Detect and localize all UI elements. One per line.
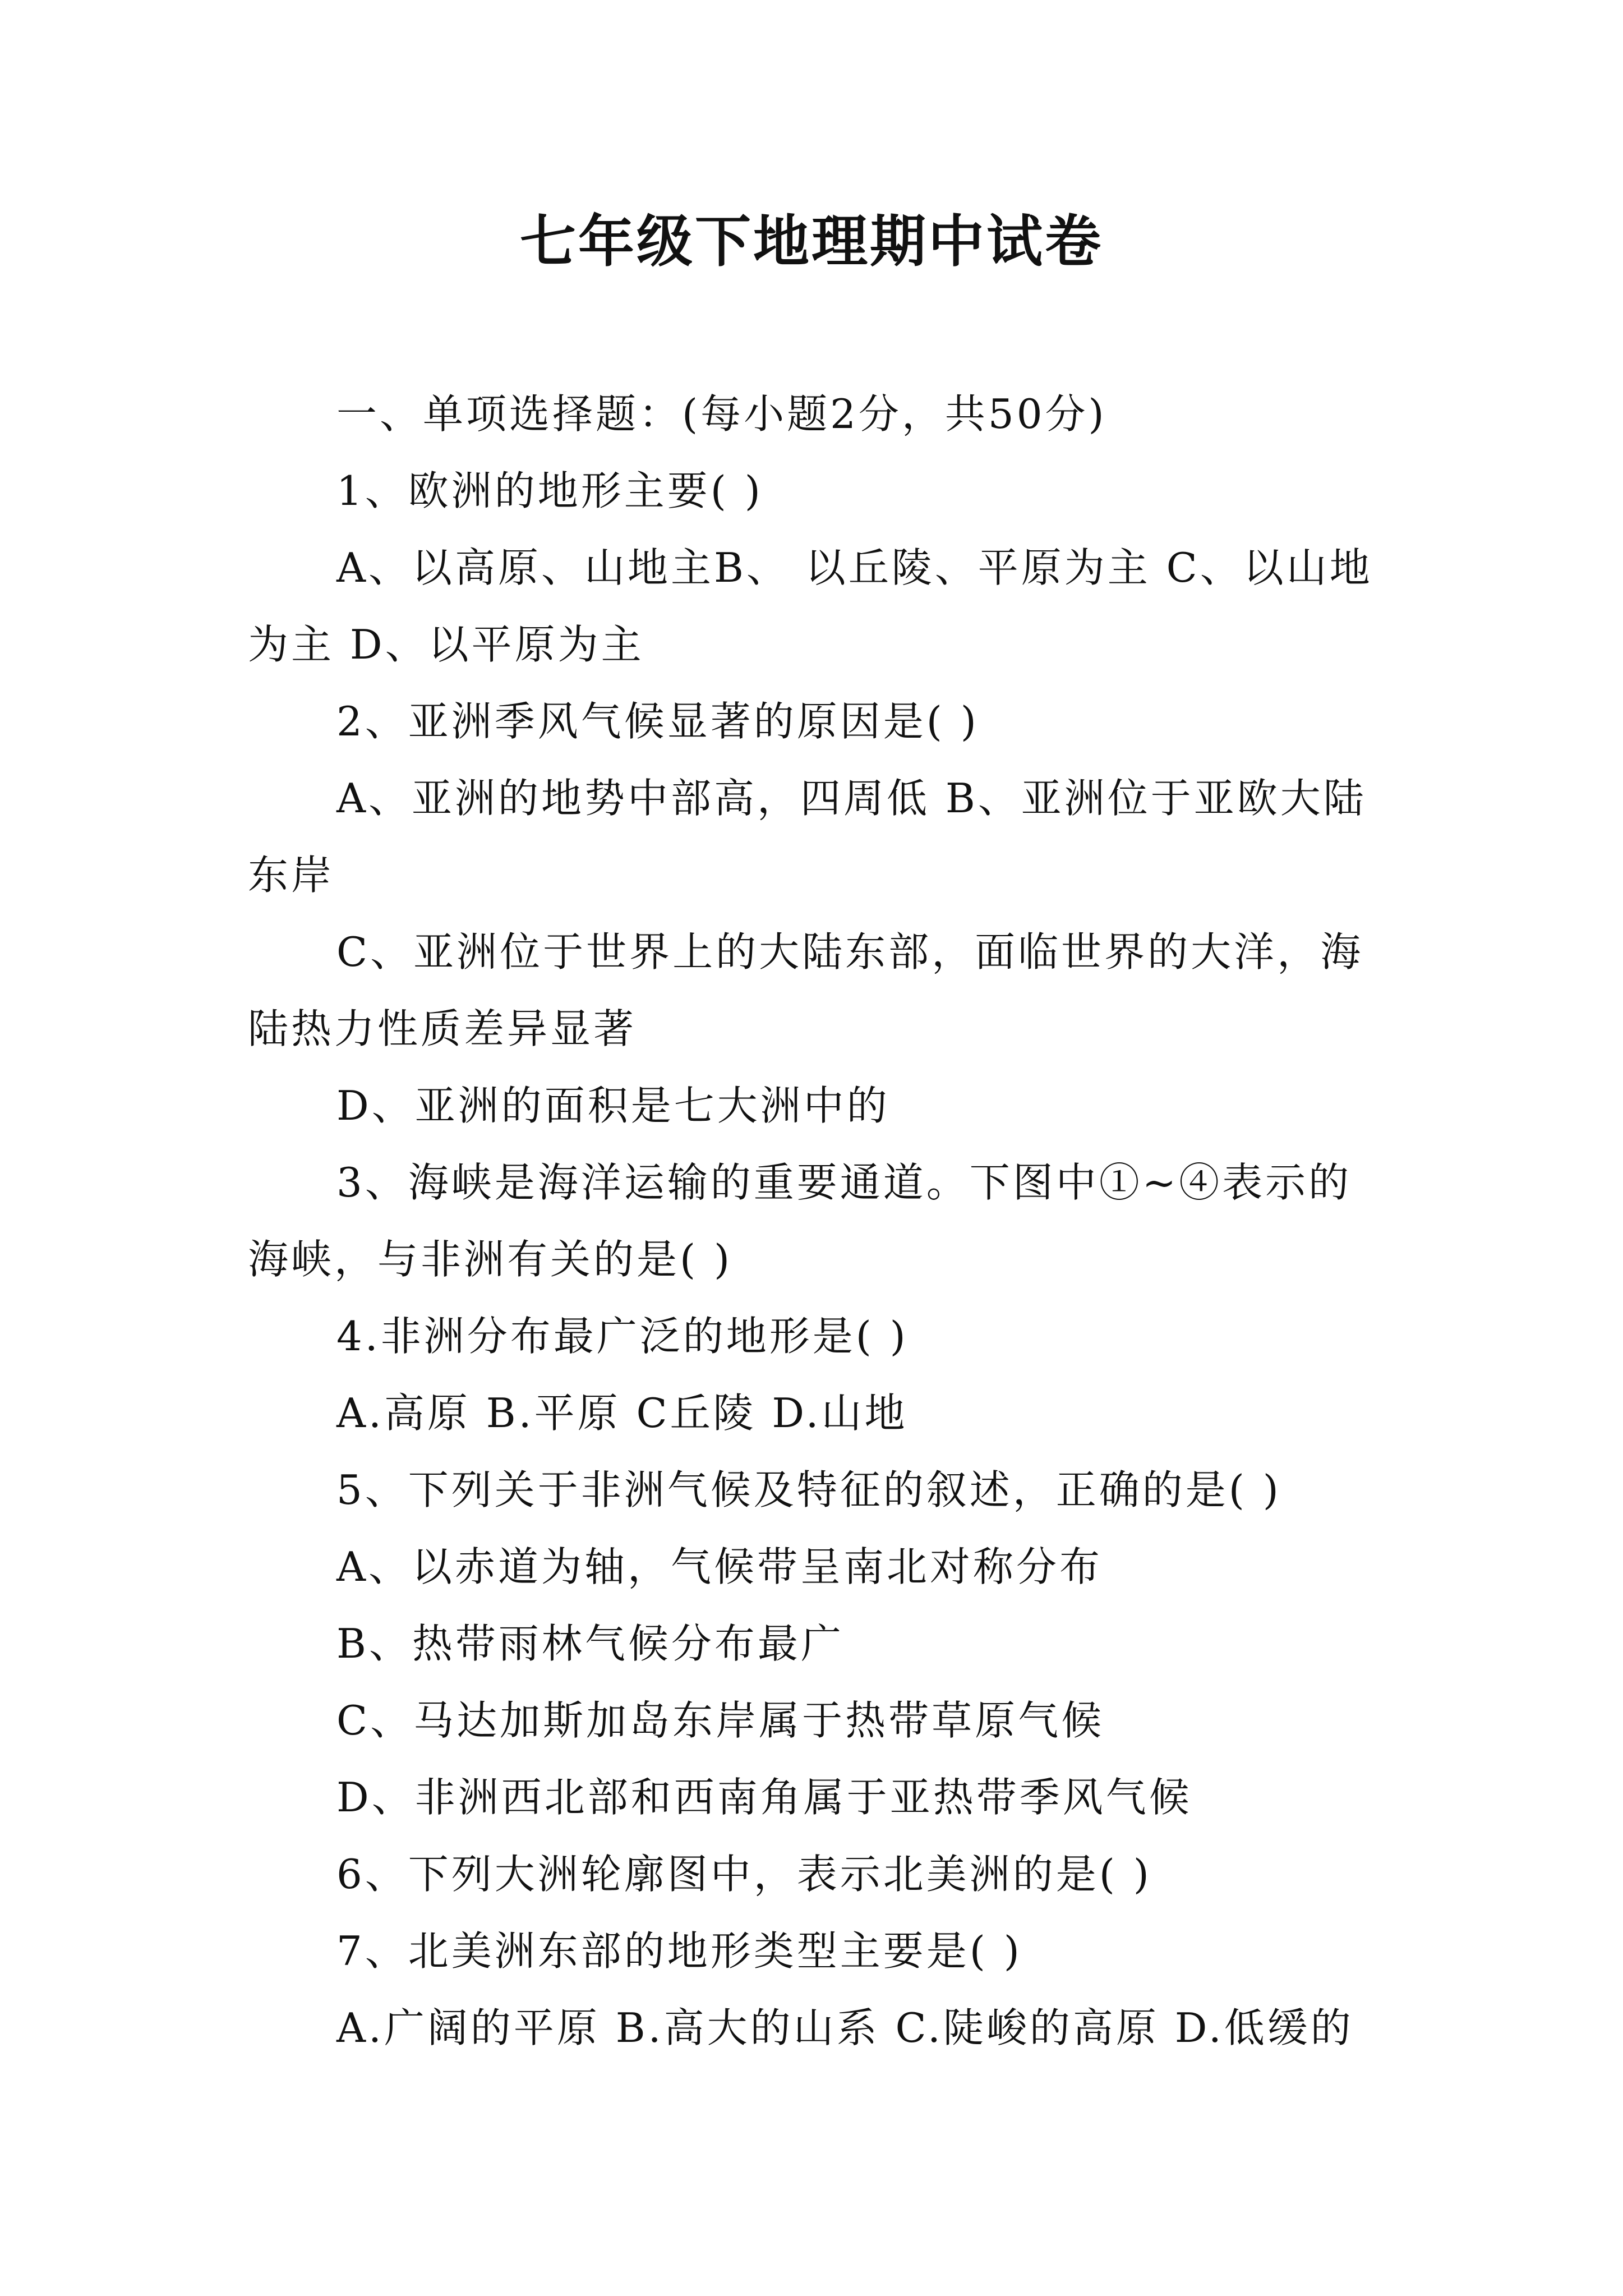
question-3: 3、海峡是海洋运输的重要通道。下图中①~④表示的海峡，与非洲有关的是( ) xyxy=(248,1159,1352,1283)
question-2-options-ab: A、亚洲的地势中部高，四周低 B、亚洲位于亚欧大陆东岸 xyxy=(248,775,1367,899)
question-7-options: A.广阔的平原 B.高大的山系 C.陡峻的高原 D.低缓的 xyxy=(336,2004,1354,2051)
question-4-options: A.高原 B.平原 C丘陵 D.山地 xyxy=(336,1389,908,1437)
question-6: 6、下列大洲轮廓图中，表示北美洲的是( ) xyxy=(336,1851,1152,1898)
question-1-options: A、以高原、山地主B、 以丘陵、平原为主 C、以山地为主 D、以平原为主 xyxy=(248,544,1373,668)
question-7: 7、北美洲东部的地形类型主要是( ) xyxy=(336,1927,1022,1975)
question-2-option-d: D、亚洲的面积是七大洲中的 xyxy=(336,1082,890,1129)
page-title: 七年级下地理期中试卷 xyxy=(520,208,1103,274)
question-2-option-c: C、亚洲位于世界上的大陆东部，面临世界的大洋，海陆热力性质差异显著 xyxy=(248,928,1364,1052)
question-5-option-a: A、以赤道为轴，气候带呈南北对称分布 xyxy=(336,1543,1103,1590)
question-5-option-b: B、热带雨林气候分布最广 xyxy=(336,1620,844,1667)
question-1: 1、欧洲的地形主要( ) xyxy=(336,467,763,514)
question-5: 5、下列关于非洲气候及特征的叙述，正确的是( ) xyxy=(336,1466,1281,1513)
question-4: 4.非洲分布最广泛的地形是( ) xyxy=(336,1313,909,1360)
section-heading: 一、单项选择题：(每小题2分，共50分) xyxy=(336,390,1107,438)
question-5-option-d: D、非洲西北部和西南角属于亚热带季风气候 xyxy=(336,1774,1192,1821)
question-5-option-c: C、马达加斯加岛东岸属于热带草原气候 xyxy=(336,1697,1105,1744)
exam-content xyxy=(248,376,1375,2067)
question-2: 2、亚洲季风气候显著的原因是( ) xyxy=(336,698,979,745)
